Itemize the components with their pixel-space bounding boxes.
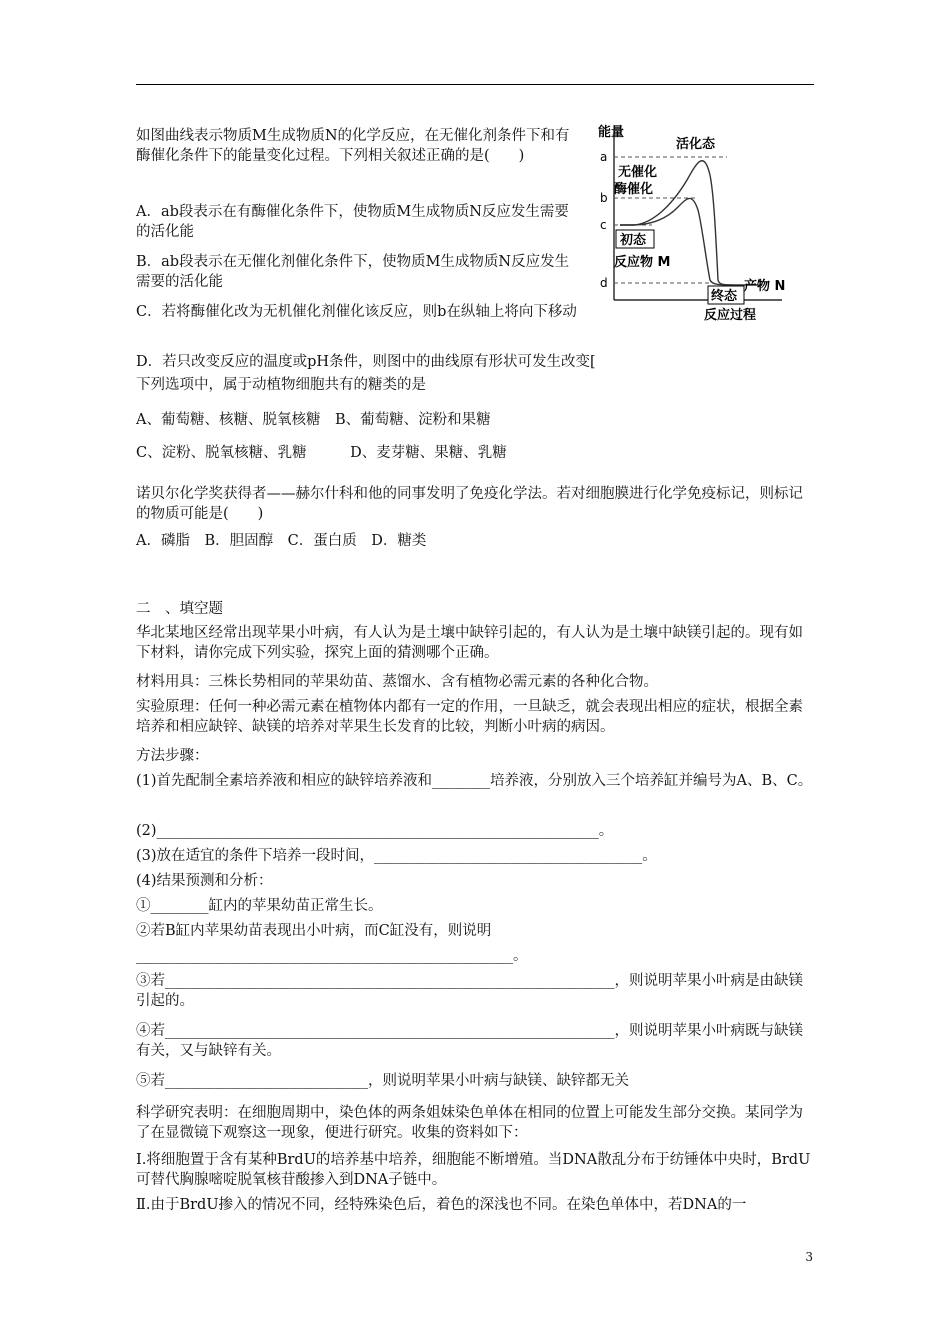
y-axis-label: 能量	[598, 125, 625, 140]
q4-step3: (3)放在适宜的条件下培养一段时间，_____________________________________。	[136, 848, 657, 864]
q1-option-d: D．若只改变反应的温度或pH条件，则图中的曲线原有形状可发生改变[	[136, 354, 596, 370]
q5-paragraph2: Ⅱ.由于BrdU掺入的情况不同，经特殊染色后，着色的深浅也不同。在染色单体中，若DNA的一	[136, 1197, 747, 1213]
tick-c: c	[600, 218, 607, 232]
no-catalyst-label: 无催化	[618, 165, 658, 180]
tick-b: b	[600, 191, 608, 205]
q2-options-row2: C、淀粉、脱氧核糖、乳糖 D、麦芽糖、果糖、乳糖	[136, 445, 507, 461]
energy-diagram-svg	[592, 120, 814, 325]
q3-options: A．磷脂 B．胆固醇 C．蛋白质 D．糖类	[136, 533, 427, 549]
q1-option-c: C．若将酶催化改为无机催化剂催化该反应，则b在纵轴上将向下移动	[136, 304, 577, 320]
section-title: 二 、填空题	[136, 601, 223, 617]
x-axis-label: 反应过程	[704, 308, 757, 323]
tick-a: a	[600, 150, 608, 164]
final-state-label: 终态	[711, 289, 738, 304]
energy-diagram	[592, 120, 814, 325]
q4-result2b: ____________________________________________________。	[136, 948, 528, 964]
q4-result1: ①________缸内的苹果幼苗正常生长。	[136, 898, 383, 914]
q4-step1: (1)首先配制全素培养液和相应的缺锌培养液和________培养液，分别放入三个培养缸并编号为A、B、C。	[136, 773, 813, 789]
q3-stem: 诺贝尔化学奖获得者——赫尔什科和他的同事发明了免疫化学法。若对细胞膜进行化学免疫标记，则标记的物质可能是( )	[136, 486, 803, 522]
q2-stem: 下列选项中，属于动植物细胞共有的糖类的是	[136, 377, 426, 393]
q4-stem: 华北某地区经常出现苹果小叶病，有人认为是土壤中缺锌引起的，有人认为是土壤中缺镁引起的。现有如下材料，请你完成下列实验，探究上面的猜测哪个正确。	[136, 625, 803, 661]
q2-options-row1: A、葡萄糖、核糖、脱氧核糖 B、葡萄糖、淀粉和果糖	[136, 412, 491, 428]
q1-stem: 如图曲线表示物质M生成物质N的化学反应，在无催化剂条件下和有酶催化条件下的能量变化过程。下列相关叙述正确的是( )	[136, 128, 570, 164]
q4-step2: (2)_____________________________________________________________。	[136, 823, 614, 839]
q4-materials: 材料用具：三株长势相同的苹果幼苗、蒸馏水、含有植物必需元素的各种化合物。	[136, 674, 658, 690]
tick-d: d	[600, 276, 608, 290]
product-label: 产物 N	[744, 279, 786, 294]
activated-state-label: 活化态	[676, 137, 716, 152]
q5-stem: 科学研究表明：在细胞周期中，染色体的两条姐妹染色单体在相同的位置上可能发生部分交换。某同学为了在显微镜下观察这一现象，便进行研究。收集的资料如下：	[136, 1105, 803, 1141]
q4-result5: ⑤若____________________________，则说明苹果小叶病与缺镁、缺锌都无关	[136, 1073, 629, 1089]
page-number: 3	[805, 1250, 813, 1264]
header-rule	[136, 84, 814, 85]
reactant-label: 反应物 M	[614, 255, 671, 270]
q5-paragraph1: Ⅰ.将细胞置于含有某种BrdU的培养基中培养，细胞能不断增殖。当DNA散乱分布于纺锤体中央时，BrdU可替代胸腺嘧啶脱氧核苷酸掺入到DNA子链中。	[136, 1152, 811, 1188]
q1-option-b: B．ab段表示在无催化剂催化条件下，使物质M生成物质N反应发生需要的活化能	[136, 254, 570, 290]
initial-state-label: 初态	[620, 233, 647, 248]
q4-result3: ③若______________________________________________________________，则说明苹果小叶病是由缺镁引起的。	[136, 973, 803, 1009]
q1-option-a: A．ab段表示在有酶催化条件下，使物质M生成物质N反应发生需要的活化能	[136, 204, 569, 240]
q4-result4: ④若______________________________________________________________，则说明苹果小叶病既与缺镁有关，又与缺锌有关。	[136, 1023, 803, 1059]
enzyme-label: 酶催化	[614, 182, 654, 197]
q4-principle: 实验原理：任何一种必需元素在植物体内都有一定的作用，一旦缺乏，就会表现出相应的症状，根据全素培养和相应缺锌、缺镁的培养对苹果生长发育的比较，判断小叶病的病因。	[136, 699, 803, 735]
q4-step4: (4)结果预测和分析：	[136, 873, 273, 889]
q4-steps-title: 方法步骤：	[136, 748, 209, 764]
q4-result2a: ②若B缸内苹果幼苗表现出小叶病，而C缸没有，则说明	[136, 923, 492, 939]
